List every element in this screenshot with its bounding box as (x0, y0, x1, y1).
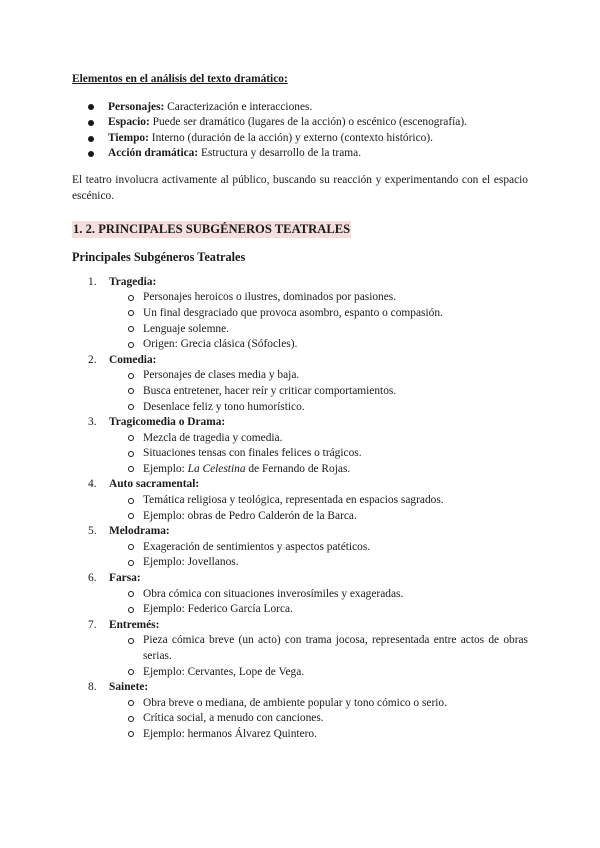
genre-name: Auto sacramental: (109, 478, 200, 491)
detail-item (109, 633, 528, 664)
item-label: Acción dramática: (108, 147, 199, 160)
detail-item (109, 696, 528, 712)
item-text: Caracterización e interacciones. (164, 100, 313, 113)
genre-item (72, 571, 528, 618)
detail-item (109, 727, 528, 743)
genre-details (109, 290, 528, 352)
genre-details (109, 696, 528, 743)
detail-item (109, 400, 528, 416)
circle-bullet-icon (128, 326, 134, 332)
detail-item (109, 384, 528, 400)
genre-item (72, 477, 528, 524)
work-title: La Celestina (187, 462, 246, 475)
circle-bullet-icon (128, 607, 134, 613)
circle-bullet-icon (128, 451, 134, 457)
section-heading: 1. 2. PRINCIPALES SUBGÉNEROS TEATRALES (73, 222, 351, 237)
section-subtitle: Principales Subgéneros Teatrales (72, 249, 246, 264)
circle-bullet-icon (128, 700, 134, 706)
detail-text: Personajes de clases media y baja. (143, 369, 300, 382)
circle-bullet-icon (128, 310, 134, 316)
detail-text: Situaciones tensas con finales felices o trágicos. (143, 447, 362, 460)
detail-item (109, 587, 528, 603)
genre-name: Sainete: (109, 681, 149, 694)
detail-text: Exageración de sentimientos y aspectos patéticos. (143, 540, 371, 553)
detail-text: Ejemplo: Jovellanos. (143, 556, 239, 569)
circle-bullet-icon (128, 638, 134, 644)
genre-name: Melodrama: (109, 525, 170, 538)
elements-heading: Elementos en el análisis del texto dramático: (72, 73, 288, 85)
bullet-icon (88, 136, 94, 142)
detail-text: Ejemplo: obras de Pedro Calderón de la Barca. (143, 509, 357, 522)
item-label: Tiempo: (108, 131, 149, 144)
detail-text: Crítica social, a menudo con canciones. (143, 712, 324, 725)
detail-item (109, 290, 528, 306)
circle-bullet-icon (128, 513, 134, 519)
circle-bullet-icon (128, 560, 134, 566)
item-text: Estructura y desarrollo de la trama. (198, 147, 362, 160)
genre-details (109, 587, 528, 618)
detail-text: Ejemplo: Cervantes, Lope de Vega. (143, 665, 305, 678)
example-suffix: de Fernando de Rojas. (245, 462, 351, 475)
list-item (72, 131, 528, 147)
genre-number: 3. (88, 416, 97, 429)
detail-text: Obra breve o mediana, de ambiente popular y tono cómico o serio. (143, 696, 447, 709)
genre-name: Tragicomedia o Drama: (109, 416, 226, 429)
detail-text: Mezcla de tragedia y comedia. (143, 431, 283, 444)
genre-details (109, 493, 528, 524)
circle-bullet-icon (128, 342, 134, 348)
genre-item (72, 524, 528, 571)
genre-number: 6. (88, 572, 97, 585)
bullet-icon (88, 104, 94, 110)
genre-number: 7. (88, 618, 97, 631)
detail-text: Pieza cómica breve (un acto) con trama jocosa, representada entre actos de obras serias. (143, 634, 528, 662)
bullet-icon (88, 120, 94, 126)
detail-item (109, 306, 528, 322)
circle-bullet-icon (128, 388, 134, 394)
detail-text: Lenguaje solemne. (143, 322, 230, 335)
circle-bullet-icon (128, 373, 134, 379)
circle-bullet-icon (128, 716, 134, 722)
circle-bullet-icon (128, 435, 134, 441)
genre-number: 8. (88, 681, 97, 694)
bullet-icon (88, 151, 94, 157)
circle-bullet-icon (128, 295, 134, 301)
circle-bullet-icon (128, 591, 134, 597)
detail-item (109, 368, 528, 384)
detail-item (109, 711, 528, 727)
genre-name: Entremés: (109, 618, 160, 631)
genre-item (72, 275, 528, 353)
detail-text: Temática religiosa y teológica, representada en espacios sagrados. (143, 494, 444, 507)
detail-text: Ejemplo: hermanos Álvarez Quintero. (143, 727, 317, 740)
circle-bullet-icon (128, 404, 134, 410)
circle-bullet-icon (128, 669, 134, 675)
item-label: Espacio: (108, 116, 150, 129)
detail-text: Un final desgraciado que provoca asombro, espanto o compasión. (143, 306, 443, 319)
circle-bullet-icon (128, 544, 134, 550)
document-page (72, 72, 528, 743)
detail-text: Desenlace feliz y tono humorístico. (143, 400, 305, 413)
intro-paragraph: El teatro involucra activamente al público, buscando su reacción y experimentando con el espacio escénico. (72, 173, 528, 202)
circle-bullet-icon (128, 466, 134, 472)
item-text: Interno (duración de la acción) y externo (contexto histórico). (148, 131, 433, 144)
genre-details (109, 633, 528, 680)
genre-details (109, 431, 528, 478)
detail-item (109, 602, 528, 618)
detail-text: Busca entretener, hacer reír y criticar comportamientos. (143, 384, 397, 397)
genre-number: 4. (88, 478, 97, 491)
detail-item (109, 446, 528, 462)
list-item (72, 100, 528, 116)
genre-item (72, 353, 528, 415)
detail-item (109, 431, 528, 447)
circle-bullet-icon (128, 498, 134, 504)
genre-item (72, 618, 528, 680)
item-label: Personajes: (108, 100, 165, 113)
elements-list (72, 100, 528, 162)
detail-text: Personajes heroicos o ilustres, dominados por pasiones. (143, 291, 397, 304)
detail-item (109, 493, 528, 509)
detail-item (109, 322, 528, 338)
genre-number: 1. (88, 275, 97, 288)
genre-details (109, 540, 528, 571)
detail-text: Ejemplo: Federico García Lorca. (143, 603, 293, 616)
genre-name: Tragedia: (109, 275, 157, 288)
detail-text: Obra cómica con situaciones inverosímiles y exageradas. (143, 587, 404, 600)
detail-item (109, 337, 528, 353)
genres-list (72, 275, 528, 743)
genre-item (72, 415, 528, 477)
list-item (72, 115, 528, 131)
circle-bullet-icon (128, 731, 134, 737)
detail-text: Origen: Grecia clásica (Sófocles). (143, 338, 298, 351)
genre-item (72, 680, 528, 742)
detail-item (109, 665, 528, 681)
detail-item (109, 462, 528, 478)
detail-item (109, 540, 528, 556)
genre-name: Farsa: (109, 572, 141, 585)
genre-number: 5. (88, 525, 97, 538)
genre-name: Comedia: (109, 353, 157, 366)
example-prefix: Ejemplo: (143, 462, 188, 475)
genre-details (109, 368, 528, 415)
detail-item (109, 509, 528, 525)
detail-item (109, 555, 528, 571)
list-item (72, 146, 528, 162)
item-text: Puede ser dramático (lugares de la acción) o escénico (escenografía). (149, 116, 467, 129)
genre-number: 2. (88, 353, 97, 366)
